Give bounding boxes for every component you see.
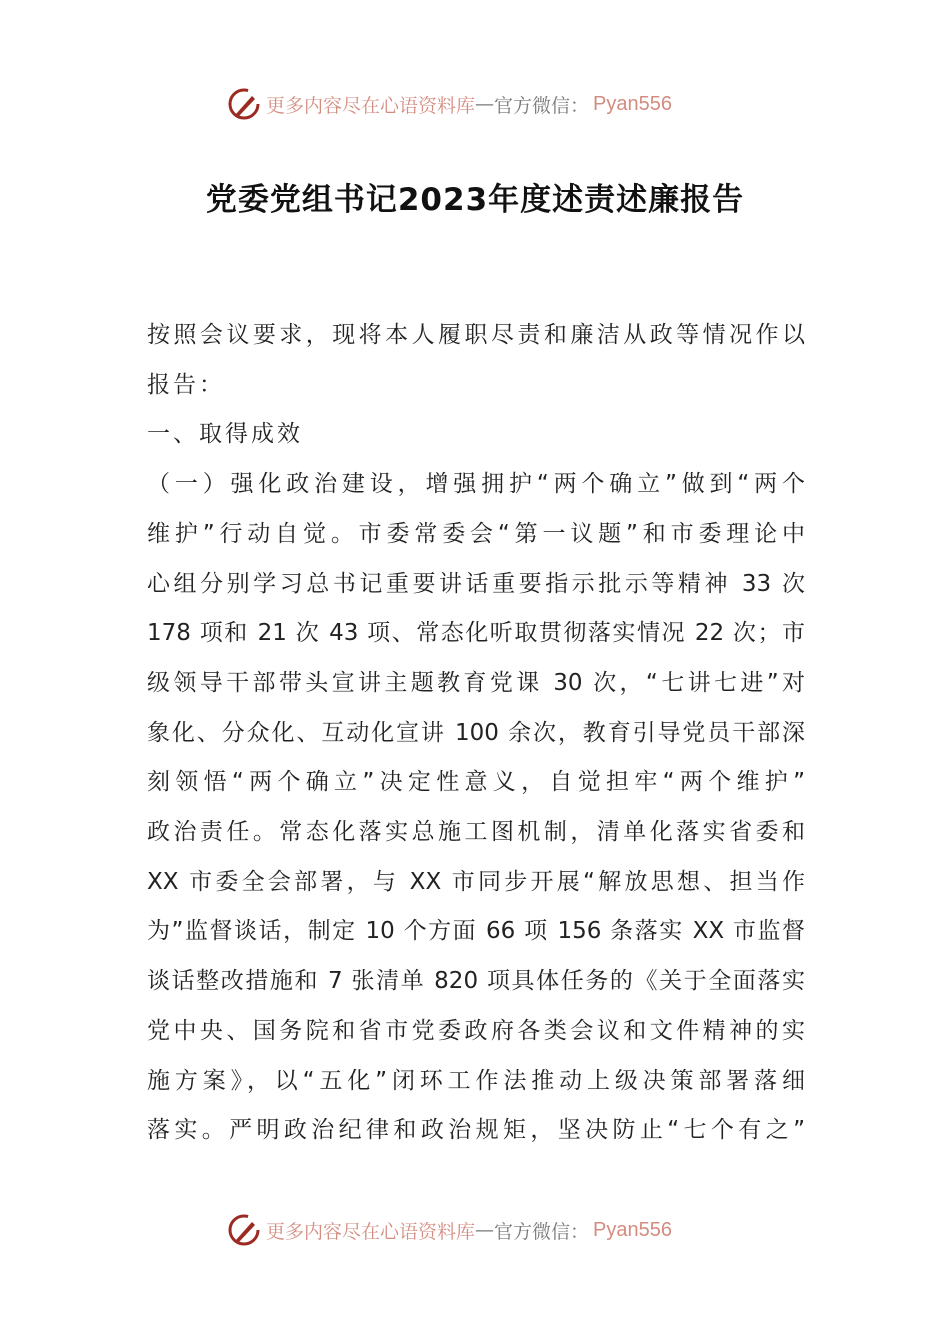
paragraph-line: 象化、分众化、互动化宣讲 100 余次，教育引导党员干部深 [147, 719, 805, 746]
paragraph-line: 党中央、国务院和省市党委政府各类会议和文件精神的实 [147, 1017, 805, 1044]
watermark-dash: — [475, 93, 495, 115]
paragraph-line: 为”监督谈话，制定 10 个方面 66 项 156 条落实 XX 市监督 [147, 918, 805, 945]
paragraph-line: 按照会议要求，现将本人履职尽责和廉洁从政等情况作以 [147, 322, 805, 348]
watermark-label: 官方微信： [494, 94, 590, 117]
watermark-account: Pyan556 [593, 1218, 672, 1241]
paragraph-line: 落实。严明政治纪律和政治规矩，坚决防止“七个有之” [147, 1117, 805, 1144]
paragraph-line: 谈话整改措施和 7 张清单 820 项具体任务的《关于全面落实 [147, 968, 805, 995]
pen-logo-icon [226, 1212, 262, 1248]
paragraph-line: 刻领悟“两个确立”决定性意义，自觉担牢“两个维护” [147, 769, 805, 796]
watermark-site: 更多内容尽在心语资料库 [266, 1220, 476, 1243]
paragraph-line: 政治责任。常态化落实总施工图机制，清单化落实省委和 [147, 819, 805, 845]
document-title: 党委党组书记2023年度述责述廉报告 [205, 182, 745, 218]
paragraph-line: 报告： [147, 371, 225, 398]
pen-logo-icon [226, 86, 262, 122]
watermark-account: Pyan556 [593, 92, 672, 115]
paragraph-line: 级领导干部带头宣讲主题教育党课 30 次，“七讲七进”对 [147, 669, 805, 696]
watermark-label: 官方微信： [494, 1220, 590, 1243]
paragraph-line: 心组分别学习总书记重要讲话重要指示批示等精神 33 次 [147, 570, 805, 597]
watermark-header [226, 84, 672, 124]
paragraph-line: 施方案》，以“五化”闭环工作法推动上级决策部署落细 [147, 1067, 805, 1094]
watermark-footer [226, 1210, 672, 1250]
paragraph-line: （一）强化政治建设，增强拥护“两个确立”做到“两个 [147, 471, 805, 498]
watermark-dash: — [475, 1219, 495, 1241]
paragraph-line: XX 市委全会部署，与 XX 市同步开展“解放思想、担当作 [147, 868, 805, 895]
paragraph-line: 178 项和 21 次 43 项、常态化听取贯彻落实情况 22 次；市 [147, 620, 805, 647]
paragraph-line: 维护”行动自觉。市委常委会“第一议题”和市委理论中 [147, 520, 805, 547]
watermark-site: 更多内容尽在心语资料库 [266, 94, 476, 117]
paragraph-line: 一、取得成效 [147, 421, 303, 448]
